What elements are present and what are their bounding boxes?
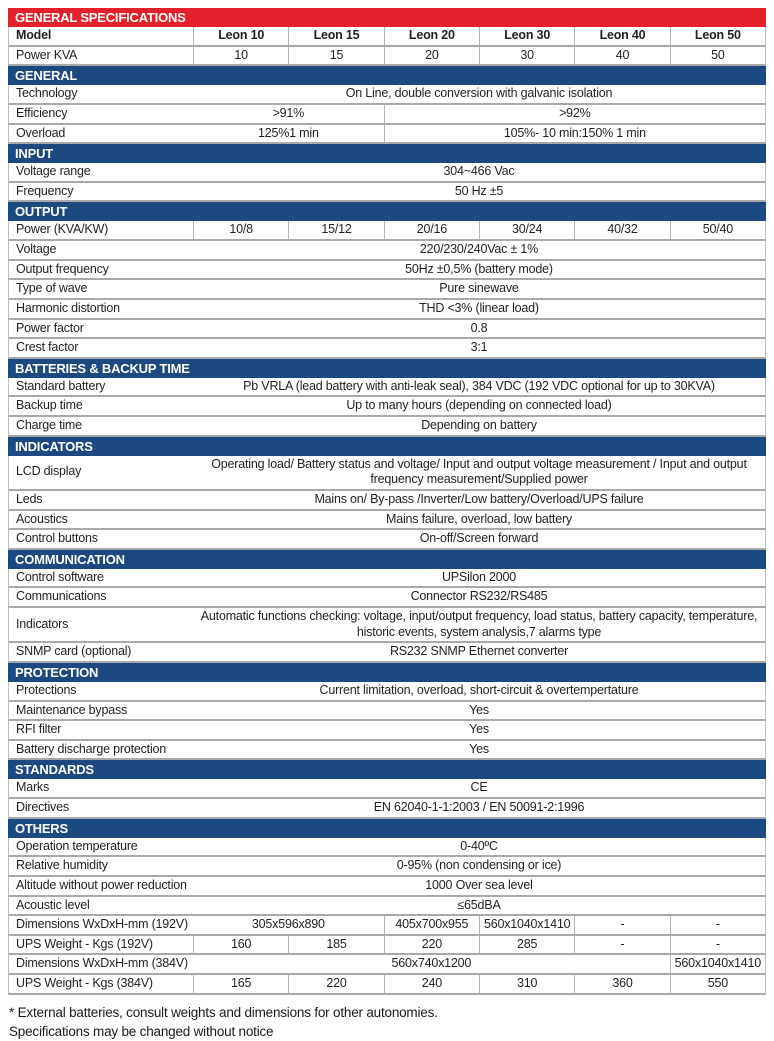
spec-label: Dimensions WxDxH-mm (192V) xyxy=(16,917,188,932)
spec-value: 50Hz ±0,5% (battery mode) xyxy=(405,261,553,276)
spec-row-acoustics xyxy=(8,511,766,531)
section-header-protection: PROTECTION xyxy=(8,663,766,682)
spec-row-indicators xyxy=(8,608,766,643)
spec-label: Battery discharge protection xyxy=(16,741,167,756)
section-header-batteries-backup-time: BATTERIES & BACKUP TIME xyxy=(8,359,766,378)
spec-row-power-kva-kw xyxy=(8,221,766,241)
spec-value: Pb VRLA (lead battery with anti-leak seal), 384 VDC (192 VDC optional for up to 30KVA) xyxy=(243,378,715,393)
spec-value: 15/12 xyxy=(288,221,383,239)
spec-value: 20/16 xyxy=(384,221,479,239)
spec-label: Model xyxy=(16,28,52,42)
spec-value: Yes xyxy=(469,702,489,717)
spec-value: - xyxy=(670,936,765,954)
spec-label: Efficiency xyxy=(16,105,68,120)
spec-value: 220/230/240Vac ± 1% xyxy=(419,242,539,256)
spec-value: On-off/Screen forward xyxy=(419,531,539,546)
spec-label: Crest factor xyxy=(16,340,79,355)
spec-value: 220 xyxy=(288,975,383,993)
spec-row-output-frequency xyxy=(8,261,766,281)
spec-row-leds xyxy=(8,491,766,511)
spec-label: Overload xyxy=(16,125,66,140)
spec-value: 0-40ºC xyxy=(460,838,498,853)
spec-value: Leon 15 xyxy=(288,27,383,45)
spec-row-type-of-wave xyxy=(8,280,766,300)
spec-value: 40 xyxy=(574,47,669,65)
spec-row-efficiency xyxy=(8,105,766,125)
spec-label: Acoustic level xyxy=(16,897,90,912)
spec-value: 105%- 10 min:150% 1 min xyxy=(384,125,765,143)
spec-label: Indicators xyxy=(16,616,69,631)
spec-value: 1000 Over sea level xyxy=(425,877,533,892)
spec-value: 30/24 xyxy=(479,221,574,239)
spec-row-lcd-display xyxy=(8,456,766,491)
spec-value: Leon 40 xyxy=(574,27,669,45)
spec-label: Directives xyxy=(16,800,69,814)
spec-row-rfi-filter xyxy=(8,721,766,741)
section-header-others: OTHERS xyxy=(8,819,766,838)
spec-row-model xyxy=(8,27,766,47)
spec-value: 10/8 xyxy=(193,221,288,239)
spec-label: RFI filter xyxy=(16,722,62,737)
spec-value: 240 xyxy=(384,975,479,993)
spec-value: ≤65dBA xyxy=(457,897,501,912)
spec-value: Automatic functions checking: voltage, input/output frequency, load status, battery capacity, temperature, historic events, system analysis,7 alarms type xyxy=(200,609,758,639)
spec-value: 20 xyxy=(384,47,479,65)
spec-label: UPS Weight - Kgs (384V) xyxy=(16,976,153,990)
spec-row-directives xyxy=(8,799,766,819)
spec-value: CE xyxy=(470,780,488,795)
spec-label: Altitude without power reduction xyxy=(16,877,187,892)
spec-row-altitude-without-power-reduction xyxy=(8,877,766,897)
spec-row-harmonic-distortion xyxy=(8,300,766,320)
spec-row-overload xyxy=(8,125,766,145)
spec-value: 285 xyxy=(479,936,574,954)
spec-value: THD <3% (linear load) xyxy=(419,300,539,315)
section-header-standards: STANDARDS xyxy=(8,760,766,779)
spec-row-dimensions-wxdxh-mm-384v xyxy=(8,955,766,975)
spec-label: Maintenance bypass xyxy=(16,702,128,717)
spec-row-operation-temperature xyxy=(8,838,766,858)
spec-row-battery-discharge-protection xyxy=(8,741,766,761)
spec-label: UPS Weight - Kgs (192V) xyxy=(16,936,153,951)
section-header-general: GENERAL xyxy=(8,66,766,85)
spec-label: Technology xyxy=(16,86,78,101)
spec-label: Type of wave xyxy=(16,281,88,296)
spec-label: Voltage xyxy=(16,242,57,256)
spec-row-frequency xyxy=(8,183,766,203)
spec-row-control-software xyxy=(8,569,766,589)
footer-note-disclaimer: Specifications may be changed without notice xyxy=(9,1023,274,1039)
spec-label: Harmonic distortion xyxy=(16,300,120,315)
spec-row-voltage-range xyxy=(8,163,766,183)
spec-value: Mains failure, overload, low battery xyxy=(386,511,572,526)
spec-row-backup-time xyxy=(8,397,766,417)
spec-row-snmp-card-optional xyxy=(8,643,766,663)
spec-label: Relative humidity xyxy=(16,858,108,873)
spec-value: 50/40 xyxy=(670,221,765,239)
section-header-general-specifications: GENERAL SPECIFICATIONS xyxy=(8,8,766,27)
footer-notes xyxy=(8,1004,766,1041)
spec-value: 125%1 min xyxy=(257,125,319,140)
spec-value: Operating load/ Battery status and voltage/ Input and output voltage measurement / Input and output frequency measurement/Supplied power xyxy=(211,456,747,487)
spec-label: Dimensions WxDxH-mm (384V) xyxy=(16,956,188,971)
spec-value: RS232 SNMP Ethernet converter xyxy=(389,644,569,659)
spec-label: Leds xyxy=(16,491,43,506)
spec-value: 0-95% (non condensing or ice) xyxy=(396,858,562,873)
spec-value: 305x596x890 xyxy=(251,917,325,932)
spec-value: - xyxy=(670,916,765,934)
spec-label: Frequency xyxy=(16,183,74,198)
spec-value: UPSilon 2000 xyxy=(441,569,517,584)
spec-value: 220 xyxy=(384,936,479,954)
spec-value: 310 xyxy=(479,975,574,993)
spec-label: SNMP card (optional) xyxy=(16,644,132,659)
spec-value: Yes xyxy=(469,741,489,756)
spec-row-power-factor xyxy=(8,320,766,340)
spec-value: 560x740x1200 xyxy=(391,956,472,971)
spec-label: Acoustics xyxy=(16,511,68,526)
spec-label: Voltage range xyxy=(16,164,91,179)
spec-value: 40/32 xyxy=(574,221,669,239)
spec-row-technology xyxy=(8,85,766,105)
spec-label: Control buttons xyxy=(16,531,98,546)
spec-value: 185 xyxy=(288,936,383,954)
spec-value: 50 xyxy=(670,47,765,65)
section-header-input: INPUT xyxy=(8,144,766,163)
spec-label: Power factor xyxy=(16,320,84,335)
spec-row-ups-weight-kgs-384v xyxy=(8,975,766,995)
spec-label: Operation temperature xyxy=(16,838,138,853)
spec-value: Leon 20 xyxy=(384,27,479,45)
spec-row-power-kva xyxy=(8,47,766,67)
spec-value: Depending on battery xyxy=(421,418,537,432)
spec-value: Leon 50 xyxy=(670,27,765,45)
spec-value: Up to many hours (depending on connected load) xyxy=(346,398,612,413)
spec-value: 165 xyxy=(193,975,288,993)
section-header-communication: COMMUNICATION xyxy=(8,550,766,569)
spec-value: Mains on/ By-pass /Inverter/Low battery/Overload/UPS failure xyxy=(314,491,644,506)
spec-value: 360 xyxy=(574,975,669,993)
spec-row-acoustic-level xyxy=(8,897,766,917)
spec-label: Standard battery xyxy=(16,378,106,393)
spec-value: >91% xyxy=(272,105,305,120)
spec-value: 560x1040x1410 xyxy=(479,916,574,934)
spec-label: LCD display xyxy=(16,464,82,479)
spec-label: Power (KVA/KW) xyxy=(16,222,109,237)
spec-value: Pure sinewave xyxy=(439,281,519,296)
spec-value: Yes xyxy=(469,722,489,737)
spec-value: 15 xyxy=(288,47,383,65)
spec-value: Current limitation, overload, short-circuit & overtempertature xyxy=(319,682,639,697)
spec-row-crest-factor xyxy=(8,339,766,359)
spec-value: 3:1 xyxy=(470,340,488,355)
spec-value: 10 xyxy=(193,47,288,65)
spec-value: Leon 30 xyxy=(479,27,574,45)
spec-value: EN 62040-1-1:2003 / EN 50091-2:1996 xyxy=(373,800,585,814)
spec-label: Backup time xyxy=(16,398,83,413)
section-header-output: OUTPUT xyxy=(8,202,766,221)
spec-row-standard-battery xyxy=(8,378,766,398)
spec-row-dimensions-wxdxh-mm-192v xyxy=(8,916,766,936)
spec-row-marks xyxy=(8,779,766,799)
spec-value: 160 xyxy=(193,936,288,954)
footer-note-external-batteries: * External batteries, consult weights and dimensions for other autonomies. xyxy=(9,1004,438,1020)
spec-row-charge-time xyxy=(8,417,766,437)
spec-label: Charge time xyxy=(16,418,82,432)
spec-value: Leon 10 xyxy=(193,27,288,45)
spec-label: Power KVA xyxy=(16,47,78,62)
spec-value: 550 xyxy=(670,975,765,993)
spec-row-relative-humidity xyxy=(8,857,766,877)
spec-label: Output frequency xyxy=(16,261,109,276)
spec-value: On Line, double conversion with galvanic isolation xyxy=(345,86,613,101)
spec-value: 304~466 Vac xyxy=(443,164,515,179)
spec-row-maintenance-bypass xyxy=(8,702,766,722)
spec-row-ups-weight-kgs-192v xyxy=(8,936,766,956)
spec-value: 50 Hz ±5 xyxy=(454,183,504,198)
spec-value: Connector RS232/RS485 xyxy=(410,589,548,604)
spec-value: - xyxy=(574,916,669,934)
spec-row-voltage xyxy=(8,241,766,261)
section-header-indicators: INDICATORS xyxy=(8,437,766,456)
spec-label: Communications xyxy=(16,589,107,604)
spec-row-protections xyxy=(8,682,766,702)
spec-value: >92% xyxy=(384,105,765,123)
spec-row-communications xyxy=(8,588,766,608)
spec-label: Marks xyxy=(16,780,50,795)
spec-label: Control software xyxy=(16,569,104,584)
spec-value: 560x1040x1410 xyxy=(670,955,765,973)
spec-label: Protections xyxy=(16,682,77,697)
spec-value: - xyxy=(574,936,669,954)
spec-value: 405x700x955 xyxy=(384,916,479,934)
spec-value: 0.8 xyxy=(470,320,488,335)
spec-row-control-buttons xyxy=(8,530,766,550)
spec-value: 30 xyxy=(479,47,574,65)
specifications-table xyxy=(8,8,766,995)
